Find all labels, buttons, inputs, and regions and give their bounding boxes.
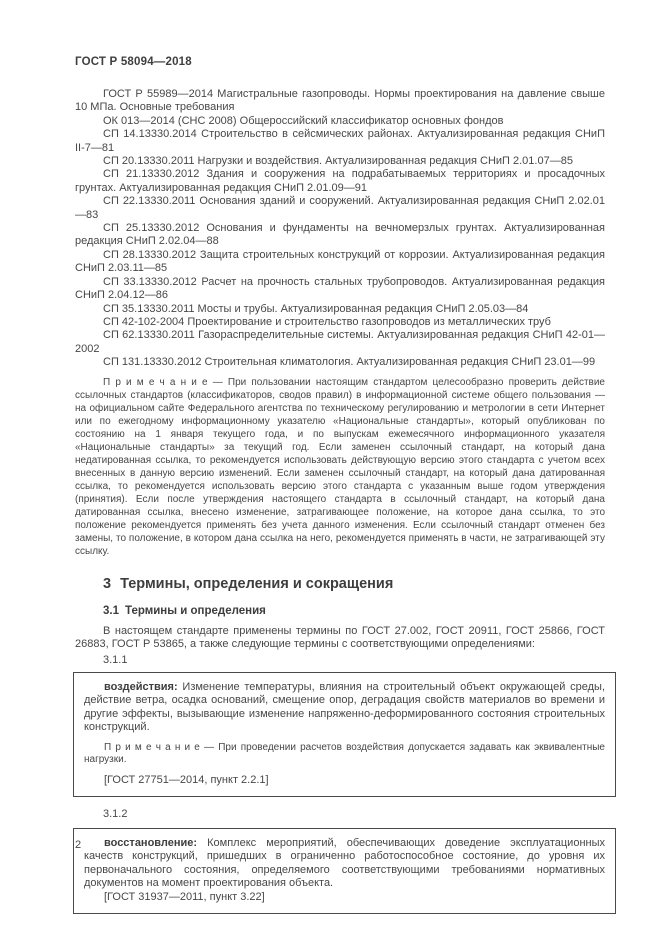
running-header: ГОСТ Р 58094—2018 <box>75 56 192 68</box>
term-source: [ГОСТ 27751—2014, пункт 2.2.1] <box>104 773 269 786</box>
term-note: П р и м е ч а н и е — При проведении расчетов воздействия допускается задавать как эквивалентные нагрузки. <box>84 741 605 766</box>
term-definition-box <box>73 672 616 798</box>
page-content <box>75 56 605 914</box>
section-title: Термины, определения и сокращения <box>120 575 394 592</box>
term-number: 3.1.2 <box>103 808 128 821</box>
reference-item: ГОСТ Р 55989—2014 Магистральные газопроводы. Нормы проектирования на давление свыше 10 МПа. Основные требования <box>75 88 605 114</box>
term-definition <box>84 837 605 891</box>
term-definition-text: Изменение температуры, влияния на строительный объект окружающей среды, действие ветра, осадка оснований, смещение опор, деградация свойств материалов во времени и другие эффекты, вызывающие изменение напряженно-деформированного состояния строительных конструкций. <box>84 680 605 734</box>
section-number: 3 <box>103 575 112 592</box>
reference-item: СП 22.13330.2011 Основания зданий и сооружений. Актуализированная редакция СНиП 2.02.01—83 <box>75 195 605 221</box>
page-number: 2 <box>75 839 82 851</box>
reference-item: СП 35.13330.2011 Мосты и трубы. Актуализированная редакция СНиП 2.05.03—84 <box>103 302 529 315</box>
term-definition <box>84 681 605 735</box>
subsection-number: 3.1 <box>103 604 119 617</box>
reference-item: СП 62.13330.2011 Газораспределительные системы. Актуализированная редакция СНиП 42-01—2002 <box>75 329 605 355</box>
term-definition-text: Комплекс мероприятий, обеспечивающих доведение эксплуатационных качеств конструкций, пришедших в ограниченно работоспособное состояние, до уровня их первоначального состояния, определяемого соответствующими требованиями нормативных документов на момент проектирования объекта. <box>84 836 606 890</box>
reference-item: ОК 013—2014 (СНС 2008) Общероссийский классификатор основных фондов <box>103 114 504 127</box>
subsection-title: Термины и определения <box>125 604 266 617</box>
term-word: воздействия: <box>104 680 178 693</box>
terms-intro-paragraph: В настоящем стандарте применены термины по ГОСТ 27.002, ГОСТ 20911, ГОСТ 25866, ГОСТ 26883, ГОСТ Р 53865, а также следующие термины с соответствующими определениями: <box>75 624 605 650</box>
subsection-heading <box>75 605 605 617</box>
reference-item: СП 20.13330.2011 Нагрузки и воздействия. Актуализированная редакция СНиП 2.01.07—85 <box>103 155 573 168</box>
reference-item: СП 14.13330.2014 Строительство в сейсмических районах. Актуализированная редакция СНиП II-7—81 <box>75 128 605 154</box>
reference-item: СП 42-102-2004 Проектирование и строительство газопроводов из металлических труб <box>103 315 551 328</box>
normative-references-list <box>75 88 605 370</box>
reference-item: СП 131.13330.2012 Строительная климатология. Актуализированная редакция СНиП 23.01—99 <box>103 356 596 369</box>
section-heading <box>75 576 605 592</box>
references-note: П р и м е ч а н и е — При пользовании настоящим стандартом целесообразно проверить действие ссылочных стандартов (классификаторов, сводов правил) в информационной системе общего пользования — на официальном сайте Федерального агентства по техническому регулированию и метрологии в сети Интернет или по ежегодному информационному указателю «Национальные стандарты», который опубликован по состоянию на 1 января текущего года, и по выпускам ежемесячного информационного указателя «Национальные стандарты» за текущий год. Если заменен ссылочный стандарт, на который дана недатированная ссылка, то рекомендуется использовать действующую версию этого стандарта с учетом всех внесенных в данную версию изменений. Если заменен ссылочный стандарт, на который дана датированная ссылка, то рекомендуется использовать версию этого стандарта с указанным выше годом утверждения (принятия). Если после утверждения настоящего стандарта в ссылочный стандарт, на который дана датированная ссылка, внесено изменение, затрагивающее положение, на которое дана ссылка, то это положение рекомендуется применять без учета данного изменения. Если ссылочный стандарт отменен без замены, то положение, в котором дана ссылка на него, рекомендуется применять в части, не затрагивающей эту ссылку. <box>75 376 605 557</box>
reference-item: СП 25.13330.2012 Основания и фундаменты на вечномерзлых грунтах. Актуализированная редакция СНиП 2.02.04—88 <box>75 222 605 248</box>
reference-item: СП 33.13330.2012 Расчет на прочность стальных трубопроводов. Актуализированная редакция СНиП 2.04.12—86 <box>75 275 605 302</box>
term-number: 3.1.1 <box>103 654 128 667</box>
term-source: [ГОСТ 31937—2011, пункт 3.22] <box>104 890 265 903</box>
term-word: восстановление: <box>104 836 198 849</box>
term-definition-box <box>73 828 616 915</box>
reference-item: СП 28.13330.2012 Защита строительных конструкций от коррозии. Актуализированная редакция СНиП 2.03.11—85 <box>75 248 605 275</box>
reference-item: СП 21.13330.2012 Здания и сооружения на подрабатываемых территориях и просадочных грунтах. Актуализированная редакция СНиП 2.01.09—91 <box>75 168 605 194</box>
